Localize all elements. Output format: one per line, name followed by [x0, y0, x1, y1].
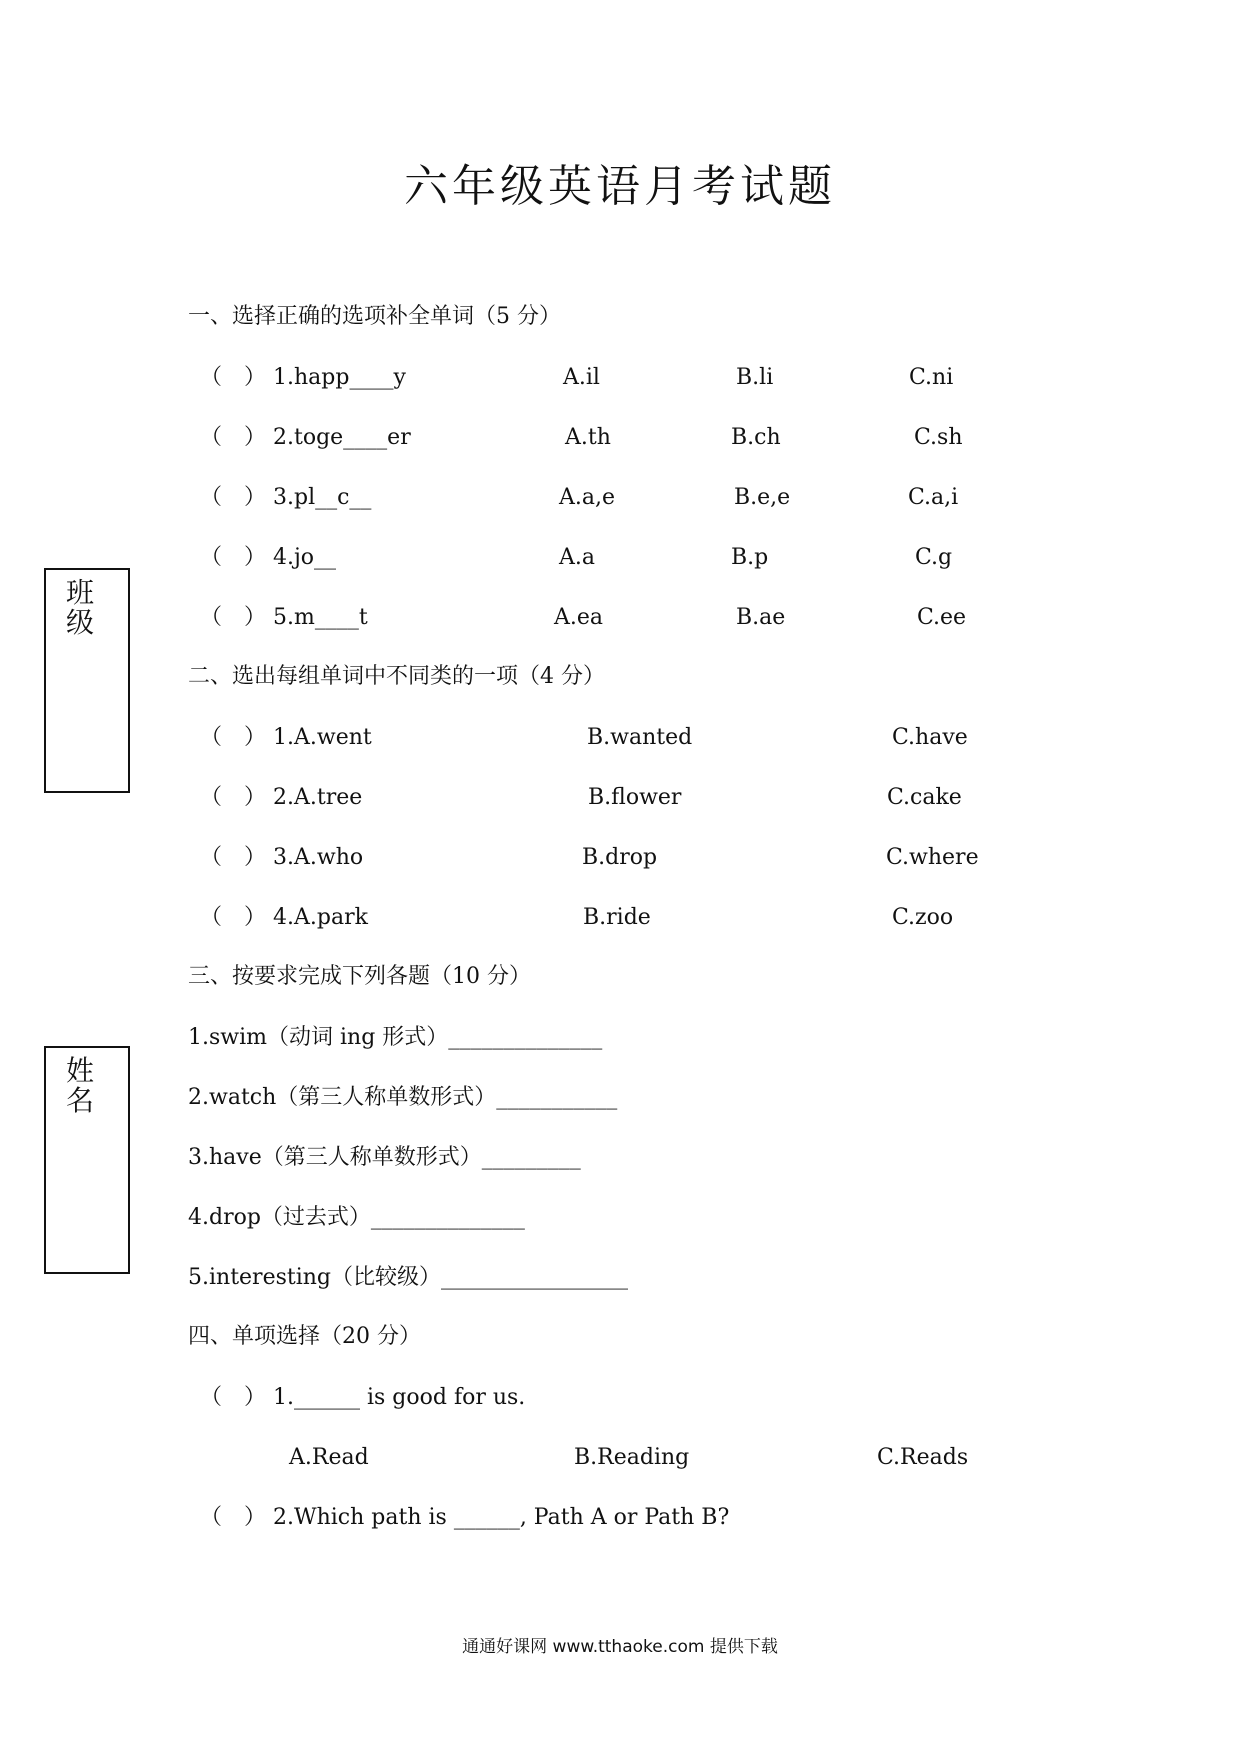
question-stem: 2.A.tree	[273, 785, 363, 810]
question-stem: 3.A.who	[273, 845, 364, 870]
question-stem: 4.A.park	[273, 905, 368, 930]
option-b: B.flower	[588, 785, 682, 810]
option-a: A.a	[559, 545, 595, 570]
option-b: B.e,e	[734, 485, 791, 510]
s1-question-4	[0, 543, 1240, 573]
s3-question-3: 3.have（第三人称单数形式）_________	[188, 1145, 581, 1170]
option-b: B.li	[736, 365, 774, 390]
answer-blank: （ ）	[200, 845, 267, 870]
s1-question-2	[0, 423, 1240, 453]
answer-blank: （ ）	[200, 905, 267, 930]
name-box	[44, 1046, 130, 1274]
option-a: A.ea	[554, 605, 604, 630]
s3-question-5: 5.interesting（比较级）_________________	[188, 1265, 629, 1290]
option-c: C.zoo	[892, 905, 954, 930]
option-a: A.il	[563, 365, 600, 390]
s2-question-2	[0, 783, 1240, 813]
answer-blank: （ ）	[200, 485, 267, 510]
name-label: 姓名	[66, 1054, 95, 1117]
answer-blank: （ ）	[200, 1385, 267, 1410]
footer-source: 通通好课网 www.tthaoke.com 提供下载	[462, 1637, 778, 1657]
option-b: B.wanted	[587, 725, 693, 750]
option-c: C.where	[886, 845, 979, 870]
option-a: A.Read	[289, 1445, 369, 1470]
option-c: C.sh	[914, 425, 963, 450]
option-c: C.cake	[887, 785, 962, 810]
answer-blank: （ ）	[200, 425, 267, 450]
option-c: C.ee	[917, 605, 967, 630]
question-stem: 3.pl__c__	[273, 485, 372, 510]
class-label: 班级	[66, 576, 95, 639]
option-c: C.have	[892, 725, 968, 750]
answer-blank: （ ）	[200, 365, 267, 390]
section2-heading: 二、选出每组单词中不同类的一项（4 分）	[188, 664, 605, 689]
option-b: B.p	[731, 545, 769, 570]
option-b: B.ride	[583, 905, 651, 930]
s3-question-4: 4.drop（过去式）______________	[188, 1205, 525, 1230]
option-b: B.drop	[582, 845, 658, 870]
class-box	[44, 568, 130, 793]
option-b: B.ae	[736, 605, 786, 630]
answer-blank: （ ）	[200, 605, 267, 630]
s2-question-1	[0, 723, 1240, 753]
answer-blank: （ ）	[200, 545, 267, 570]
question-stem: 5.m____t	[273, 605, 368, 630]
question-stem: 1.happ____y	[273, 365, 406, 390]
s2-question-4	[0, 903, 1240, 933]
section1-heading: 一、选择正确的选项补全单词（5 分）	[188, 304, 561, 329]
s1-question-5	[0, 603, 1240, 633]
option-c: C.g	[915, 545, 953, 570]
s4-question-1-options	[0, 1443, 1240, 1473]
question-stem: 1.______ is good for us.	[273, 1385, 526, 1410]
question-stem: 1.A.went	[273, 725, 372, 750]
page-title: 六年级英语月考试题	[404, 161, 836, 212]
question-stem: 4.jo__	[273, 545, 337, 570]
question-stem: 2.toge____er	[273, 425, 411, 450]
question-stem: 2.Which path is ______, Path A or Path B?	[273, 1505, 730, 1530]
option-c: C.Reads	[877, 1445, 969, 1470]
section4-heading: 四、单项选择（20 分）	[188, 1324, 421, 1349]
s1-question-3	[0, 483, 1240, 513]
s4-question-2	[0, 1503, 1240, 1533]
option-c: C.ni	[909, 365, 954, 390]
s3-question-2: 2.watch（第三人称单数形式）___________	[188, 1085, 618, 1110]
option-a: A.th	[565, 425, 611, 450]
answer-blank: （ ）	[200, 1505, 267, 1530]
option-c: C.a,i	[908, 485, 959, 510]
s3-question-1: 1.swim（动词 ing 形式）______________	[188, 1025, 603, 1050]
s4-question-1	[0, 1383, 1240, 1413]
option-a: A.a,e	[559, 485, 616, 510]
answer-blank: （ ）	[200, 785, 267, 810]
s2-question-3	[0, 843, 1240, 873]
option-b: B.Reading	[574, 1445, 690, 1470]
section3-heading: 三、按要求完成下列各题（10 分）	[188, 964, 531, 989]
s1-question-1	[0, 363, 1240, 393]
answer-blank: （ ）	[200, 725, 267, 750]
option-b: B.ch	[731, 425, 781, 450]
